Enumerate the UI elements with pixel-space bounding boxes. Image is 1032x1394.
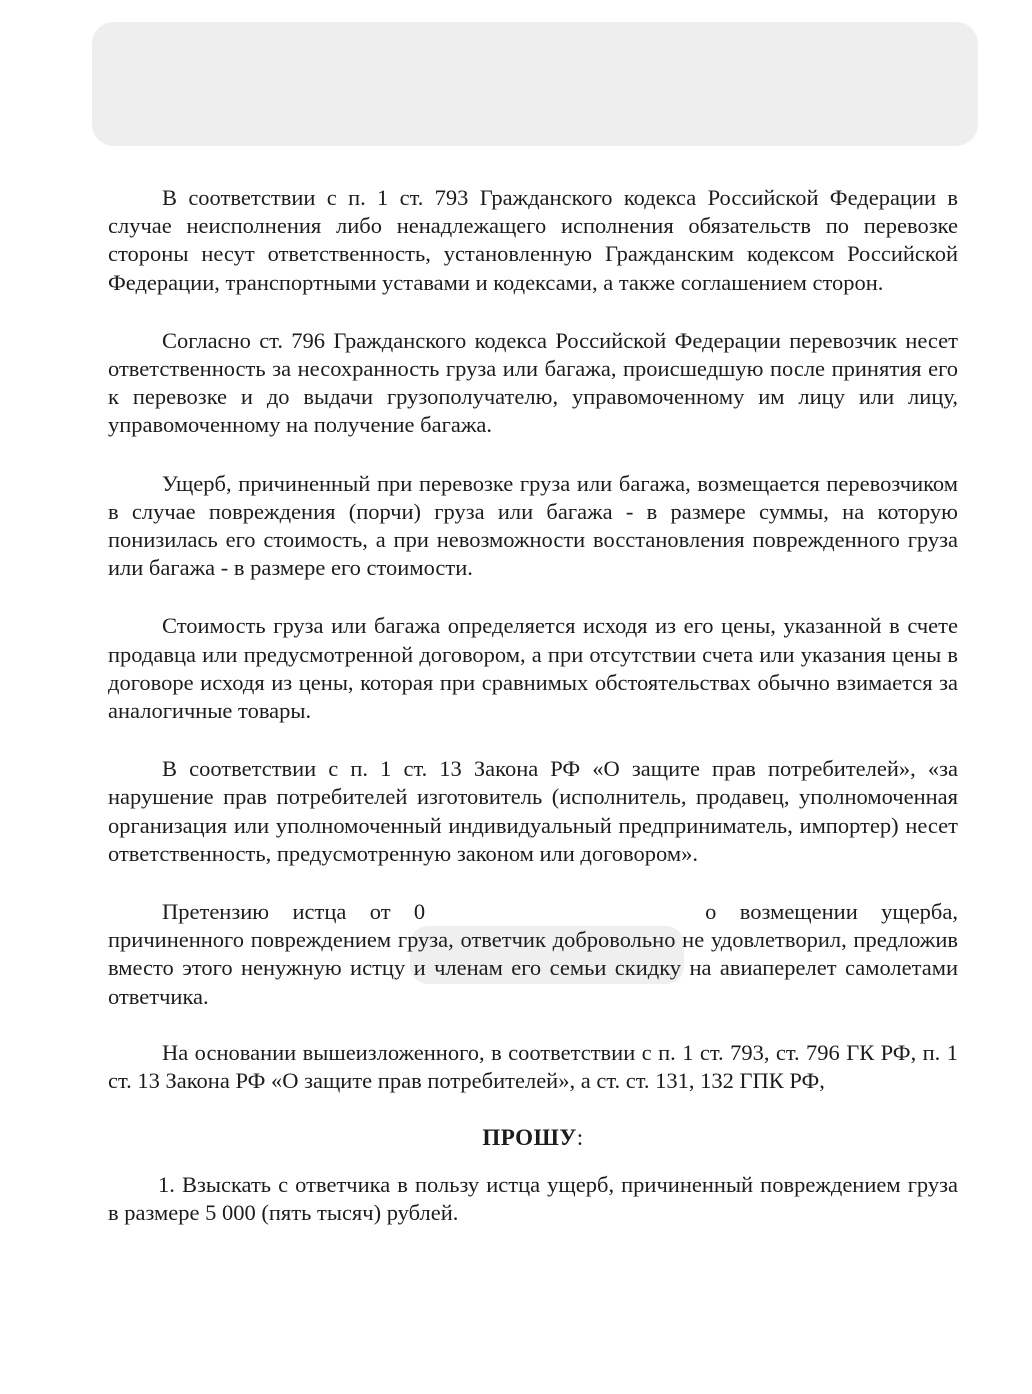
paragraph-cargo-value: Стоимость груза или багажа определяется исходя из его цены, указанной в счете продавца или предусмотренной договором, а при отсутствии счета или указания цены в договоре исходя из цены, которая при сравнимых обстоятельствах обычно взимается за аналогичные товары. [108, 613, 958, 724]
claim-text-before: Претензию истца от 0 [162, 899, 426, 925]
document-body [108, 184, 958, 1228]
paragraph-art-796: Согласно ст. 796 Гражданского кодекса Российской Федерации перевозчик несет ответственность за несохранность груза или багажа, происшедшую после принятия его к перевозке и до выдачи грузополучателю, управомоченному им лицу или лицу, управомоченному на получение багажа. [108, 327, 958, 438]
request-item-1: 1. Взыскать с ответчика в пользу истца ущерб, причиненный повреждением груза в размере 5 000 (пять тысяч) рублей. [108, 1172, 958, 1226]
redacted-header-block [92, 22, 978, 146]
claim-text-after: о возмещении ущерба, причиненного повреждением груза, ответчик добровольно не удовлетворил, предложив вместо этого ненужную истцу и членам его семьи скидку на авиаперелет самолетами ответчика. [108, 899, 958, 1009]
request-heading [108, 1125, 958, 1151]
paragraph-basis: На основании вышеизложенного, в соответствии с п. 1 ст. 793, ст. 796 ГК РФ, п. 1 ст. 13 Закона РФ «О защите прав потребителей», а ст. ст. 131, 132 ГПК РФ, [108, 1039, 958, 1094]
paragraph-art-793: В соответствии с п. 1 ст. 793 Гражданского кодекса Российской Федерации в случае неисполнения либо ненадлежащего исполнения обязательств по перевозке стороны несут ответственность, установленную Гражданским кодексом Российской Федерации, транспортными уставами и кодексами, а также соглашением сторон. [108, 185, 958, 295]
paragraph-claim [108, 898, 958, 1011]
heading-colon: : [576, 1125, 584, 1151]
paragraph-consumer-law: В соответствии с п. 1 ст. 13 Закона РФ «О защите прав потребителей», «за нарушение прав потребителей изготовитель (исполнитель, продавец, уполномоченная организация или уполномоченный индивидуальный предприниматель, импортер) несет ответственность, предусмотренную законом или договором». [108, 756, 958, 866]
paragraph-damage: Ущерб, причиненный при перевозке груза или багажа, возмещается перевозчиком в случае повреждения (порчи) груза или багажа - в размере суммы, на которую понизилась его стоимость, а при невозможности восстановления поврежденного груза или багажа - в размере его стоимости. [108, 470, 958, 581]
heading-word: ПРОШУ [482, 1125, 577, 1151]
